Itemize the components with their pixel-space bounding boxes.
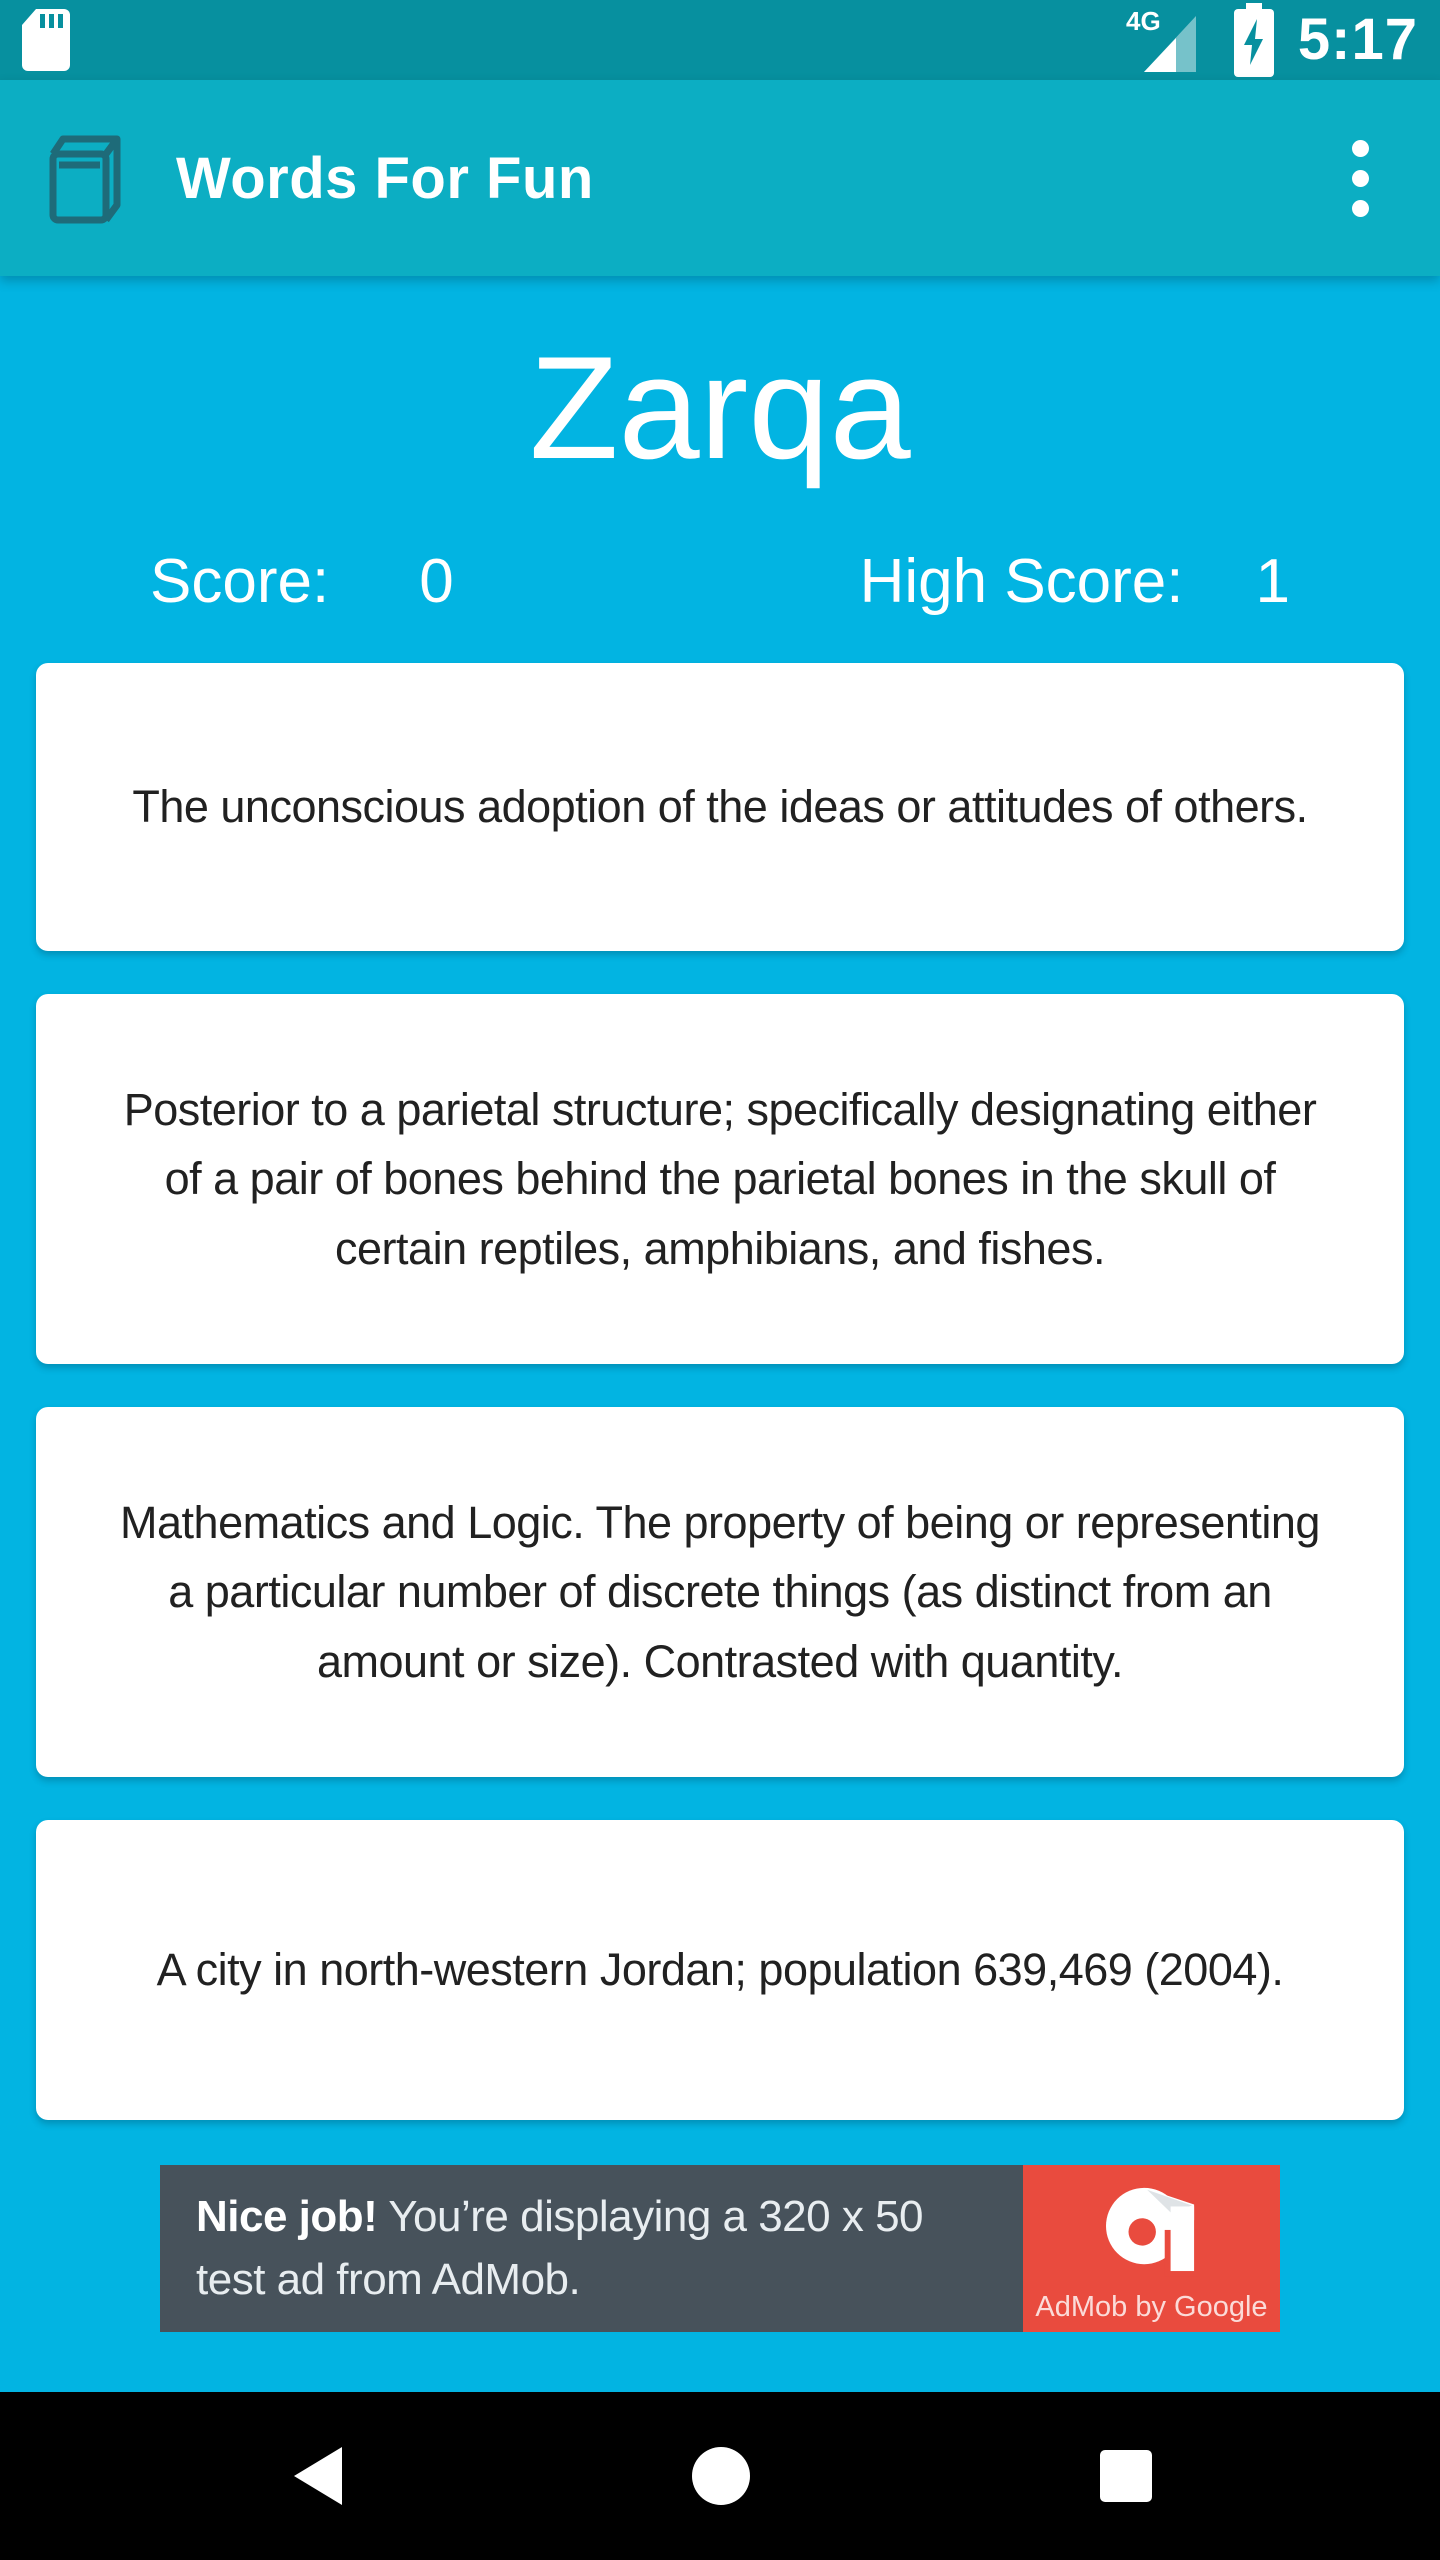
overflow-menu-button[interactable] [1320, 108, 1400, 248]
signal-4g-icon [1126, 8, 1210, 72]
answer-card-1[interactable]: The unconscious adoption of the ideas or attitudes of others. [36, 663, 1404, 951]
ad-banner[interactable] [160, 2165, 1280, 2332]
score-row [0, 546, 1440, 617]
ad-brand-panel [1023, 2165, 1280, 2332]
high-score-label: High Score: [859, 547, 1184, 617]
score-value: 0 [419, 547, 454, 617]
nav-home-icon[interactable] [692, 2447, 750, 2505]
status-indicators [1126, 3, 1418, 77]
answer-card-2[interactable]: Posterior to a parietal structure; specifically designating either of a pair of bones behind the parietal bones in the skull of certain reptiles, amphibians, and fishes. [36, 994, 1404, 1364]
score-label: Score: [150, 547, 330, 617]
high-score-value: 1 [1255, 547, 1290, 617]
app-bar [0, 80, 1440, 276]
overflow-dot [1352, 200, 1369, 217]
overflow-dot [1352, 140, 1369, 157]
overflow-dot [1352, 170, 1369, 187]
ad-text-bold: Nice job! [196, 2192, 378, 2242]
status-time: 5:17 [1297, 7, 1418, 72]
ad-text [160, 2165, 1023, 2332]
answer-card-4[interactable]: A city in north-western Jordan; population 639,469 (2004). [36, 1820, 1404, 2120]
page-title: Words For Fun [176, 145, 594, 211]
navigation-bar [0, 2392, 1440, 2560]
sd-card-icon [22, 9, 70, 71]
answer-card-3[interactable]: Mathematics and Logic. The property of being or representing a particular number of discrete things (as distinct from an amount or size). Contrasted with quantity. [36, 1407, 1404, 1777]
answer-list [0, 663, 1440, 2120]
network-type-label: 4G [1125, 8, 1161, 36]
current-word: Zarqa [529, 326, 911, 489]
ad-text-rest: You’re displaying a 320 x 50 test ad from AdMob. [196, 2192, 924, 2304]
status-bar [0, 0, 1440, 80]
ad-brand-label: AdMob by Google [1035, 2291, 1268, 2324]
battery-charging-icon [1230, 3, 1278, 77]
nav-back-icon[interactable] [294, 2447, 342, 2505]
admob-logo-icon [1106, 2177, 1198, 2277]
nav-recents-icon[interactable] [1100, 2450, 1152, 2502]
game-content [0, 276, 1440, 2392]
book-icon [40, 129, 126, 227]
